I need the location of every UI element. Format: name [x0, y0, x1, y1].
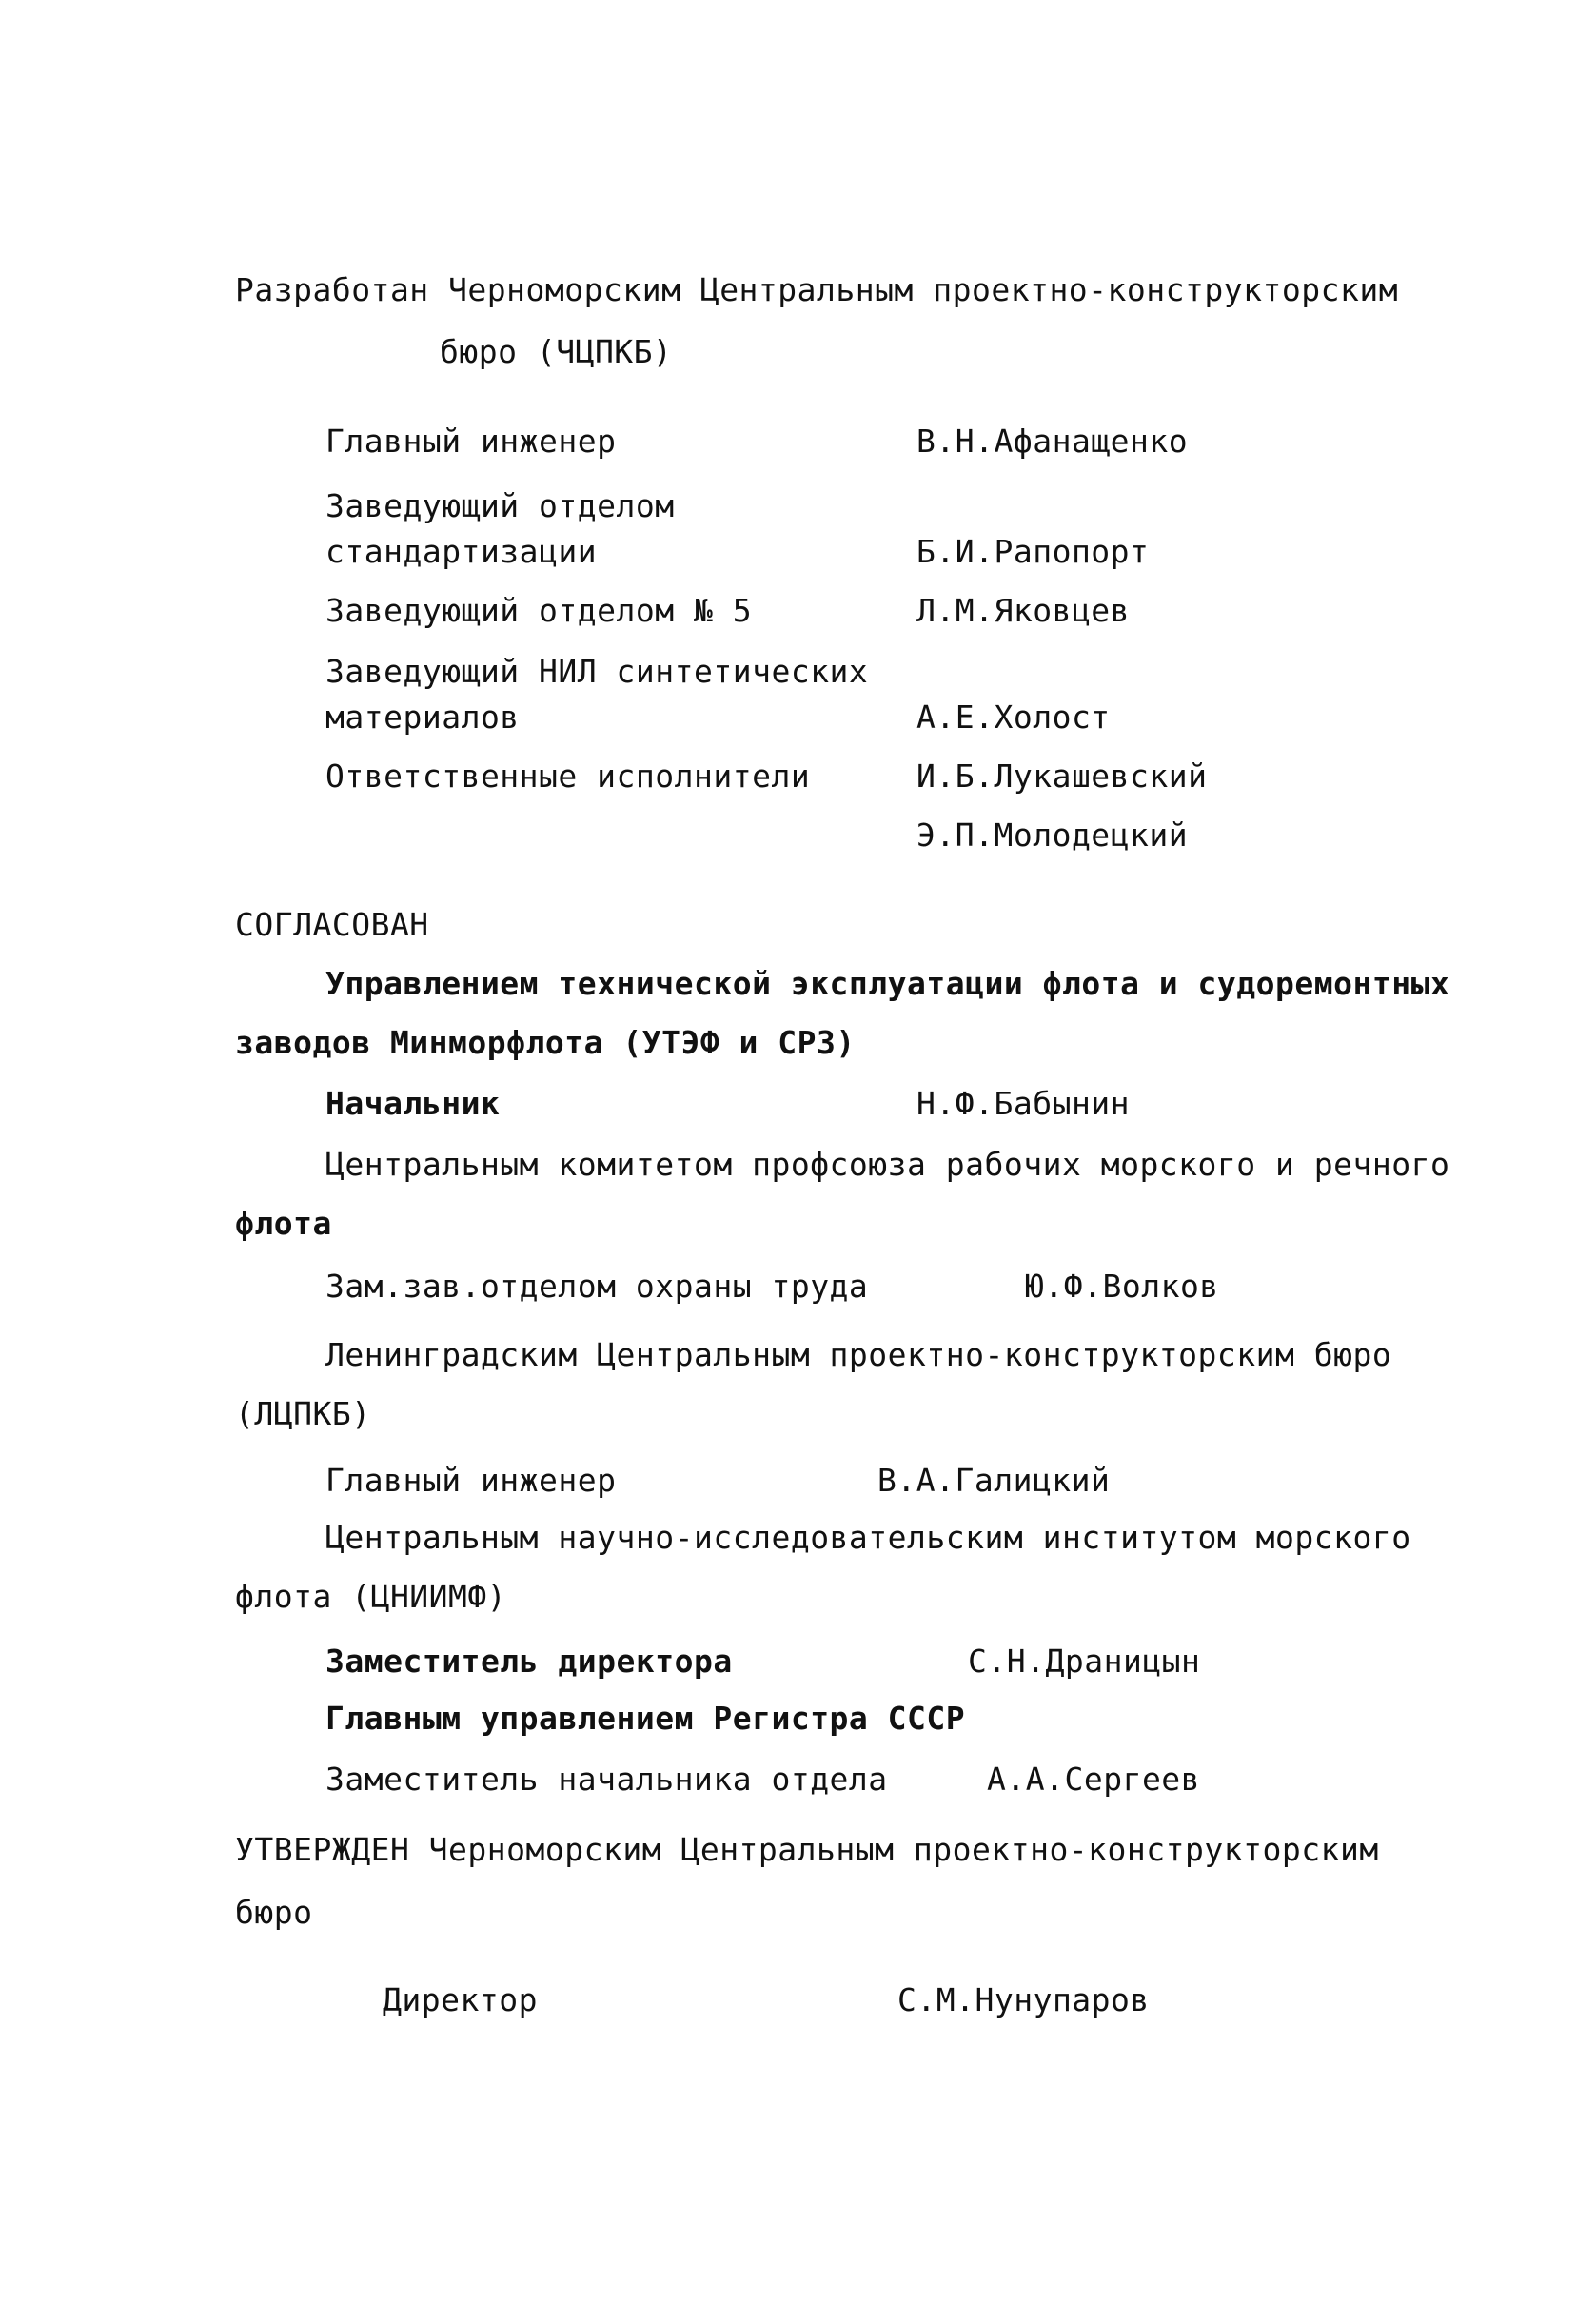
- agreed-org-1-line-1: Управлением технической эксплуатации флота и судоремонтных: [325, 965, 1450, 1002]
- agreed-org-4-line-1: Центральным научно-исследовательским институтом морского: [325, 1519, 1411, 1556]
- agreed-org-5-name: А.А.Сергеев: [987, 1761, 1201, 1798]
- developed-line-2: бюро (ЧЦПКБ): [440, 333, 673, 370]
- staff-name-lab: А.Е.Холост: [916, 699, 1111, 736]
- approved-line-2: бюро: [235, 1894, 313, 1931]
- agreed-org-1-role: Начальник: [325, 1085, 501, 1122]
- approved-line-1: УТВЕРЖДЕН Черноморским Центральным проектно-конструкторским: [235, 1831, 1379, 1868]
- staff-role-lab-2: материалов: [325, 699, 520, 736]
- staff-role-chief-engineer: Главный инженер: [325, 423, 617, 460]
- staff-role-standardization-1: Заведующий отделом: [325, 487, 675, 524]
- staff-name-chief-engineer: В.Н.Афанащенко: [916, 423, 1189, 460]
- agreed-org-1-line-2: заводов Минморфлота (УТЭФ и СРЗ): [235, 1024, 856, 1061]
- agreed-heading: СОГЛАСОВАН: [235, 906, 429, 943]
- agreed-org-3-name: В.А.Галицкий: [877, 1462, 1111, 1499]
- staff-role-lab-1: Заведующий НИЛ синтетических: [325, 653, 869, 690]
- agreed-org-3-role: Главный инженер: [325, 1462, 617, 1499]
- agreed-org-5-role: Заместитель начальника отдела: [325, 1761, 888, 1798]
- agreed-org-2-role: Зам.зав.отделом охраны труда: [325, 1268, 869, 1305]
- staff-role-executors: Ответственные исполнители: [325, 758, 811, 795]
- agreed-org-3-line-1: Ленинградским Центральным проектно-конструкторским бюро: [325, 1336, 1392, 1373]
- agreed-org-2-line-2: флота: [235, 1205, 332, 1242]
- staff-role-standardization-2: стандартизации: [325, 533, 598, 570]
- agreed-org-1-name: Н.Ф.Бабынин: [916, 1085, 1131, 1122]
- agreed-org-2-name: Ю.Ф.Волков: [1025, 1268, 1219, 1305]
- staff-name-standardization: Б.И.Рапопорт: [916, 533, 1150, 570]
- approved-name: С.М.Нунупаров: [897, 1981, 1150, 2018]
- developed-line-1: Разработан Черноморским Центральным проектно-конструкторским: [235, 271, 1399, 308]
- approved-role: Директор: [383, 1981, 538, 2018]
- staff-name-executor-1: И.Б.Лукашевский: [916, 758, 1208, 795]
- agreed-org-4-name: С.Н.Драницын: [968, 1643, 1201, 1680]
- staff-role-department-5: Заведующий отделом № 5: [325, 592, 753, 629]
- agreed-org-4-line-2: флота (ЦНИИМФ): [235, 1578, 507, 1615]
- agreed-org-2-line-1: Центральным комитетом профсоюза рабочих морского и речного: [325, 1146, 1450, 1183]
- agreed-org-5-line-1: Главным управлением Регистра СССР: [325, 1700, 966, 1737]
- staff-name-department-5: Л.М.Яковцев: [916, 592, 1131, 629]
- agreed-org-3-line-2: (ЛЦПКБ): [235, 1395, 371, 1432]
- staff-name-executor-2: Э.П.Молодецкий: [916, 817, 1189, 854]
- agreed-org-4-role: Заместитель директора: [325, 1643, 733, 1680]
